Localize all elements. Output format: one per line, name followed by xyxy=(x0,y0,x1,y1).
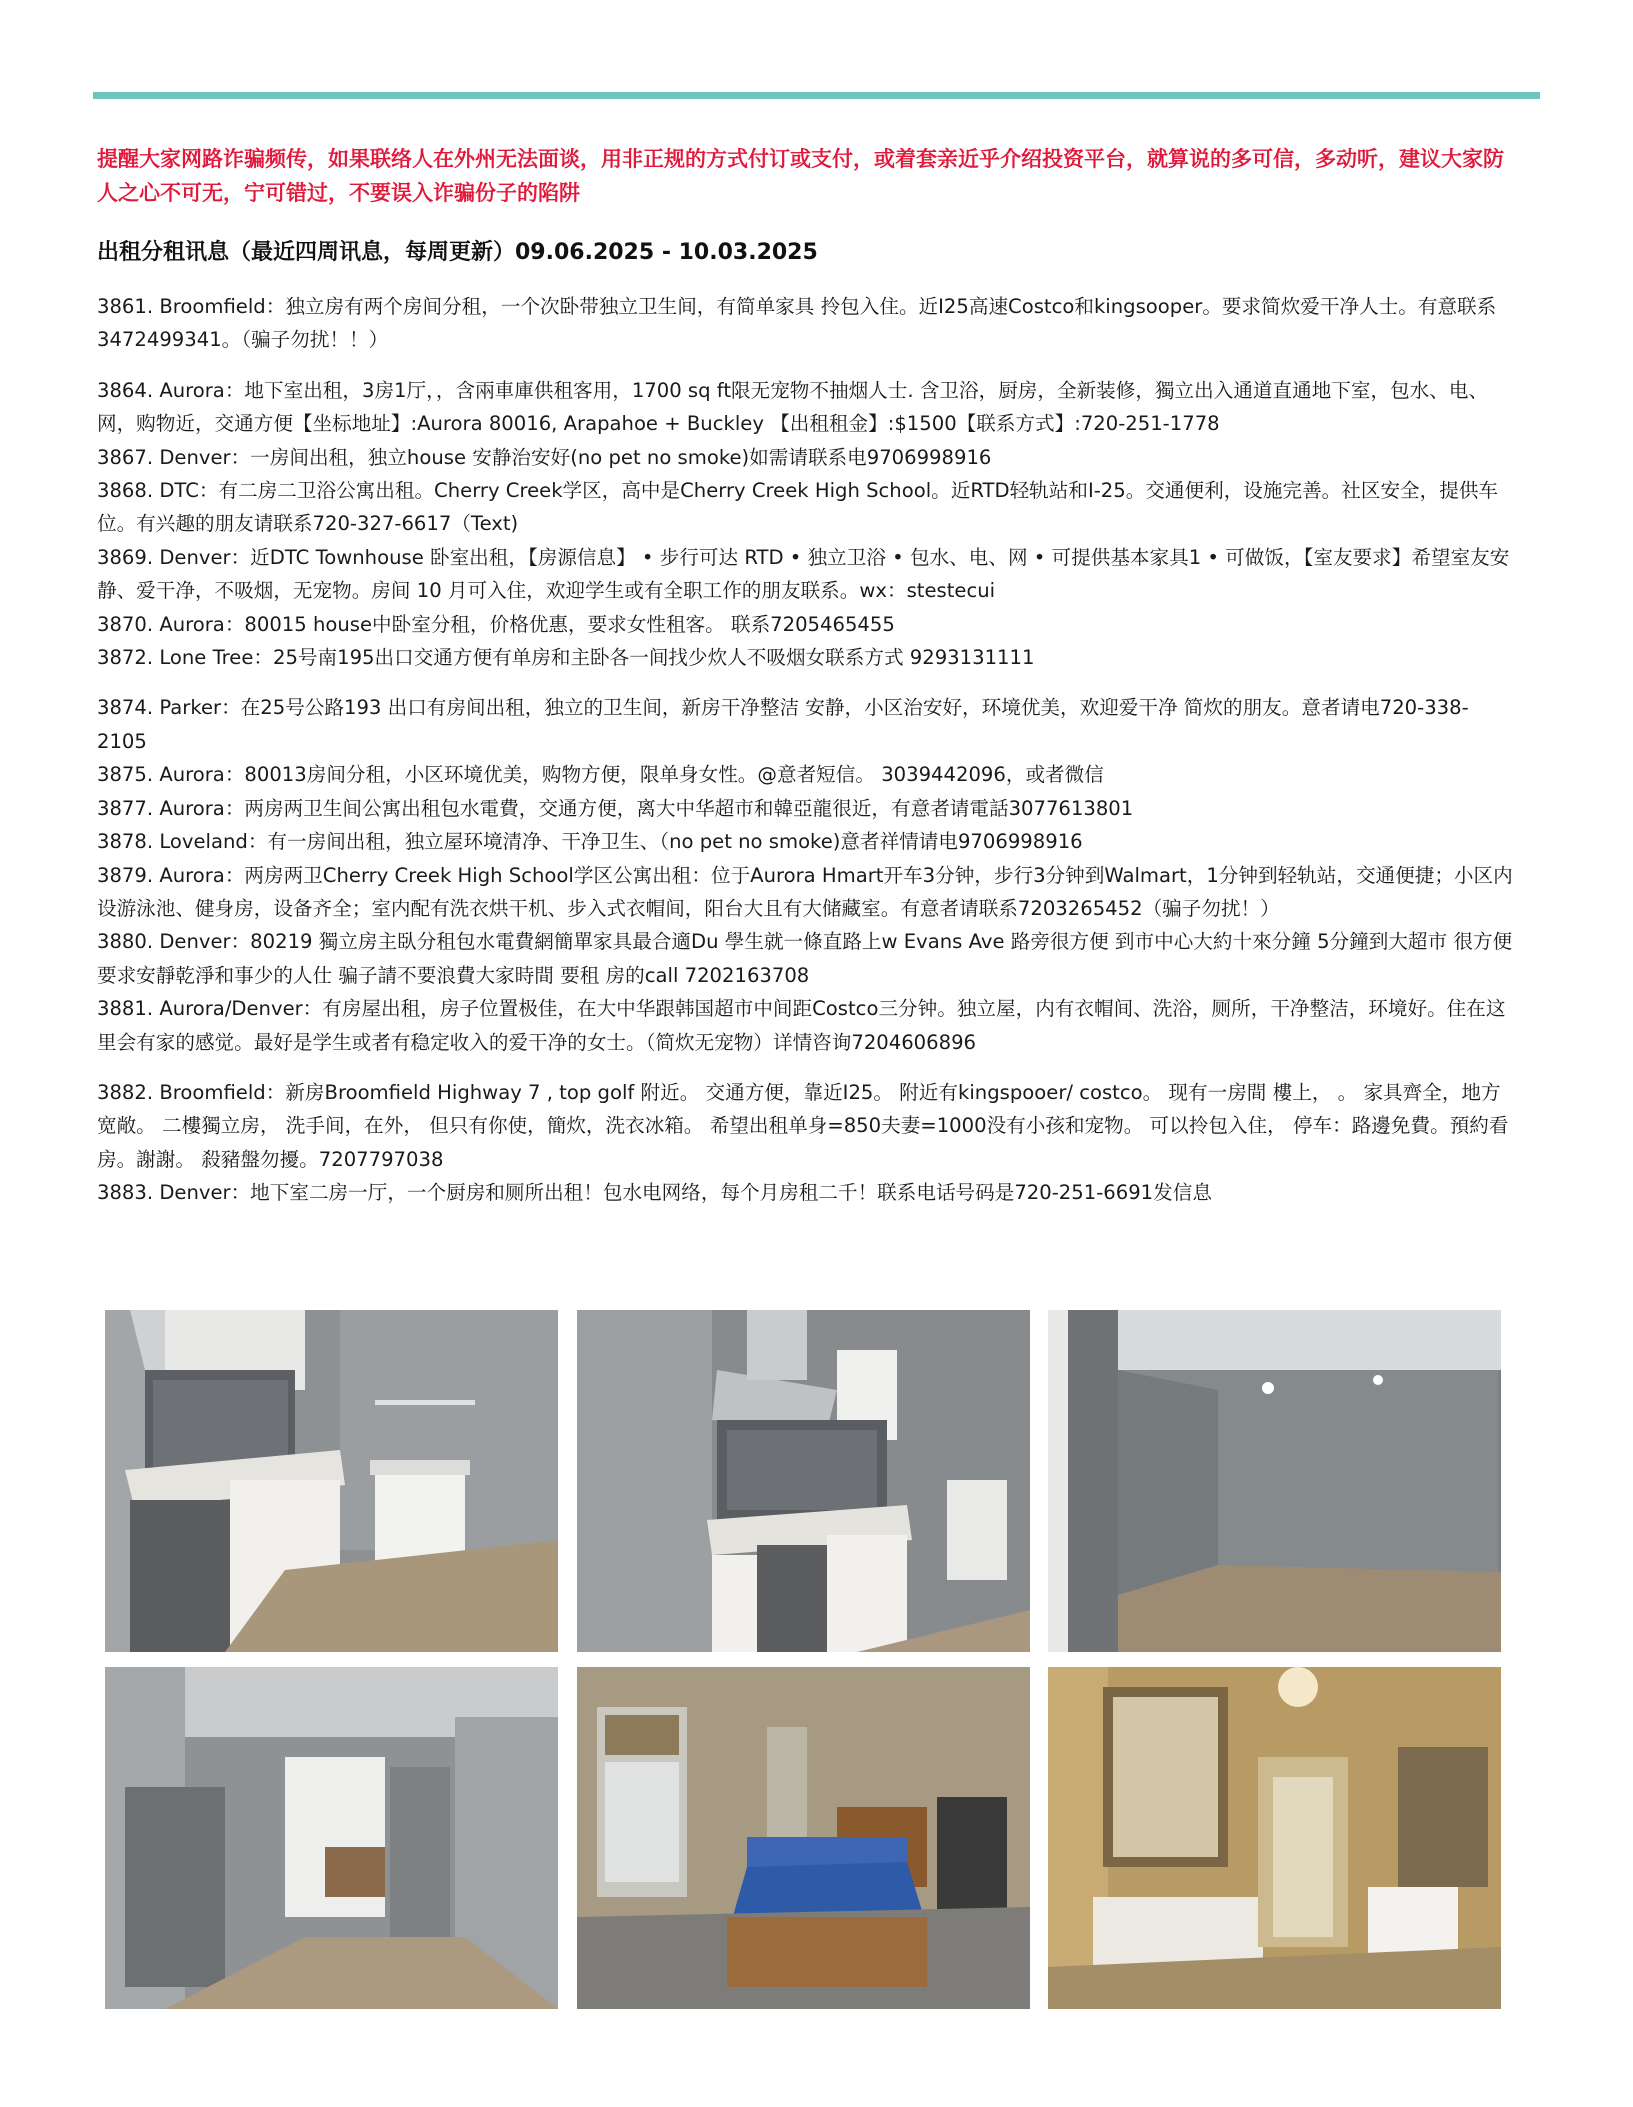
listing-item: 3872. Lone Tree：25号南195出口交通方便有单房和主卧各一间找少炊人不吸烟女联系方式 9293131111 xyxy=(97,646,1035,670)
listing-item: 3875. Aurora：80013房间分租，小区环境优美，购物方便，限单身女性。@意者短信。 3039442096，或者微信 xyxy=(97,763,1104,787)
listing-item: 3881. Aurora/Denver：有房屋出租，房子位置极佳，在大中华跟韩国超市中间距Costco三分钟。独立屋，内有衣帽间、洗浴，厕所，干净整洁，环境好。住在这里会有家的感觉。最好是学生或者有稳定收入的爱干净的女士。（简炊无宠物）详情咨询7204606896 xyxy=(97,997,1506,1054)
hallway-fridge-photo xyxy=(105,1667,558,2009)
listing-item: 3878. Loveland：有一房间出租，独立屋环境清净、干净卫生、（no pet no smoke)意者祥情请电9706998916 xyxy=(97,830,1083,854)
listing-item: 3867. Denver：一房间出租，独立house 安静治安好(no pet no smoke)如需请联系电9706998916 xyxy=(97,445,992,469)
kitchen-stove-photo xyxy=(577,1310,1030,1652)
listing-item: 3864. Aurora：地下室出租，3房1厅，，含兩車庫供租客用，1700 sq ft限无宠物不抽烟人士. 含卫浴，厨房，全新装修，獨立出入通道直通地下室，包水、电、网，购物近，交通方便【坐标地址】:Aurora 80016, Arapahoe + Buckley 【出租租金】:$1500【联系方式】:720-251-1778 xyxy=(97,378,1489,436)
listing-item: 3877. Aurora：两房两卫生间公寓出租包水電費，交通方便，离大中华超市和韓亞龍很近，有意者请電話3077613801 xyxy=(97,796,1134,820)
listing-item: 3879. Aurora：两房两卫Cherry Creek High School学区公寓出租：位于Aurora Hmart开车3分钟，步行3分钟到Walmart，1分钟到轻轨站，交通便捷；小区内设游泳池、健身房，设备齐全；室内配有洗衣烘干机、步入式衣帽间，阳台大且有大储藏室。有意者请联系7203265452（骗子勿扰！） xyxy=(97,863,1513,920)
section-heading: 出租分租讯息（最近四周讯息，每周更新）09.06.2025 - 10.03.2025 xyxy=(97,240,818,265)
bathroom-photo xyxy=(1048,1667,1501,2009)
empty-room-photo xyxy=(1048,1310,1501,1652)
listing-item: 3874. Parker：在25号公路193 出口有房间出租，独立的卫生间，新房干净整洁 安静，小区治安好，环境优美，欢迎爱干净 简炊的朋友。意者请电720-338-2105 xyxy=(97,696,1469,753)
header-accent-bar xyxy=(93,92,1540,99)
listing-item: 3868. DTC：有二房二卫浴公寓出租。Cherry Creek学区，高中是Cherry Creek High School。近RTD轻轨站和I-25。交通便利，设施完善。社区安全，提供车位。有兴趣的朋友请联系720-327-6617（Text) xyxy=(97,479,1499,536)
fraud-warning: 提醒大家网路诈骗频传，如果联络人在外州无法面谈，用非正规的方式付订或支付，或着套亲近乎介绍投资平台，就算说的多可信，多动听，建议大家防人之心不可无，宁可错过，不要误入诈骗份子的陷阱 xyxy=(97,147,1504,205)
listing-item: 3883. Denver：地下室二房一厅，一个厨房和厕所出租！包水电网络，每个月房租二千！联系电话号码是720-251-6691发信息 xyxy=(97,1181,1212,1205)
bedroom-photo xyxy=(577,1667,1030,2009)
kitchen-laundry-photo xyxy=(105,1310,558,1652)
listing-item: 3870. Aurora：80015 house中卧室分租，价格优惠，要求女性租客。 联系7205465455 xyxy=(97,612,895,636)
listing-item: 3880. Denver：80219 獨立房主臥分租包水電費網簡單家具最合適Du 學生就一條直路上w Evans Ave 路旁很方便 到市中心大約十來分鐘 5分鐘到大超市 很方便 要求安靜乾淨和事少的人仕 骗子請不要浪費大家時間 要租 房的call 7202163708 xyxy=(97,930,1513,987)
listing-item: 3882. Broomfield：新房Broomfield Highway 7 , top golf 附近。 交通方便，靠近I25。 附近有kingspooer/ costco。 现有一房間 樓上， 。 家具齊全，地方宽敞。 二樓獨立房， 洗手间，在外， 但只有你使，簡炊，洗衣冰箱。 希望出租单身=850夫妻=1000没有小孩和宠物。 可以拎包入住， 停车：路邊免費。預約看房。謝謝。 殺豬盤勿擾。7207797038 xyxy=(97,1080,1509,1171)
listings xyxy=(97,290,1515,1210)
photo-grid xyxy=(105,1310,1500,2010)
listing-item: 3861. Broomfield：独立房有两个房间分租，一个次卧带独立卫生间，有简单家具 拎包入住。近I25高速Costco和kingsooper。要求简炊爱干净人士。有意联系3472499341。（骗子勿扰！！） xyxy=(97,295,1497,352)
listing-item: 3869. Denver：近DTC Townhouse 卧室出租，【房源信息】 • 步行可达 RTD • 独立卫浴 • 包水、电、网 • 可提供基本家具1 • 可做饭，【室友要求】希望室友安静、爱干净，不吸烟，无宠物。房间 10 月可入住，欢迎学生或有全职工作的朋友联系。wx：stestecui xyxy=(97,545,1510,603)
